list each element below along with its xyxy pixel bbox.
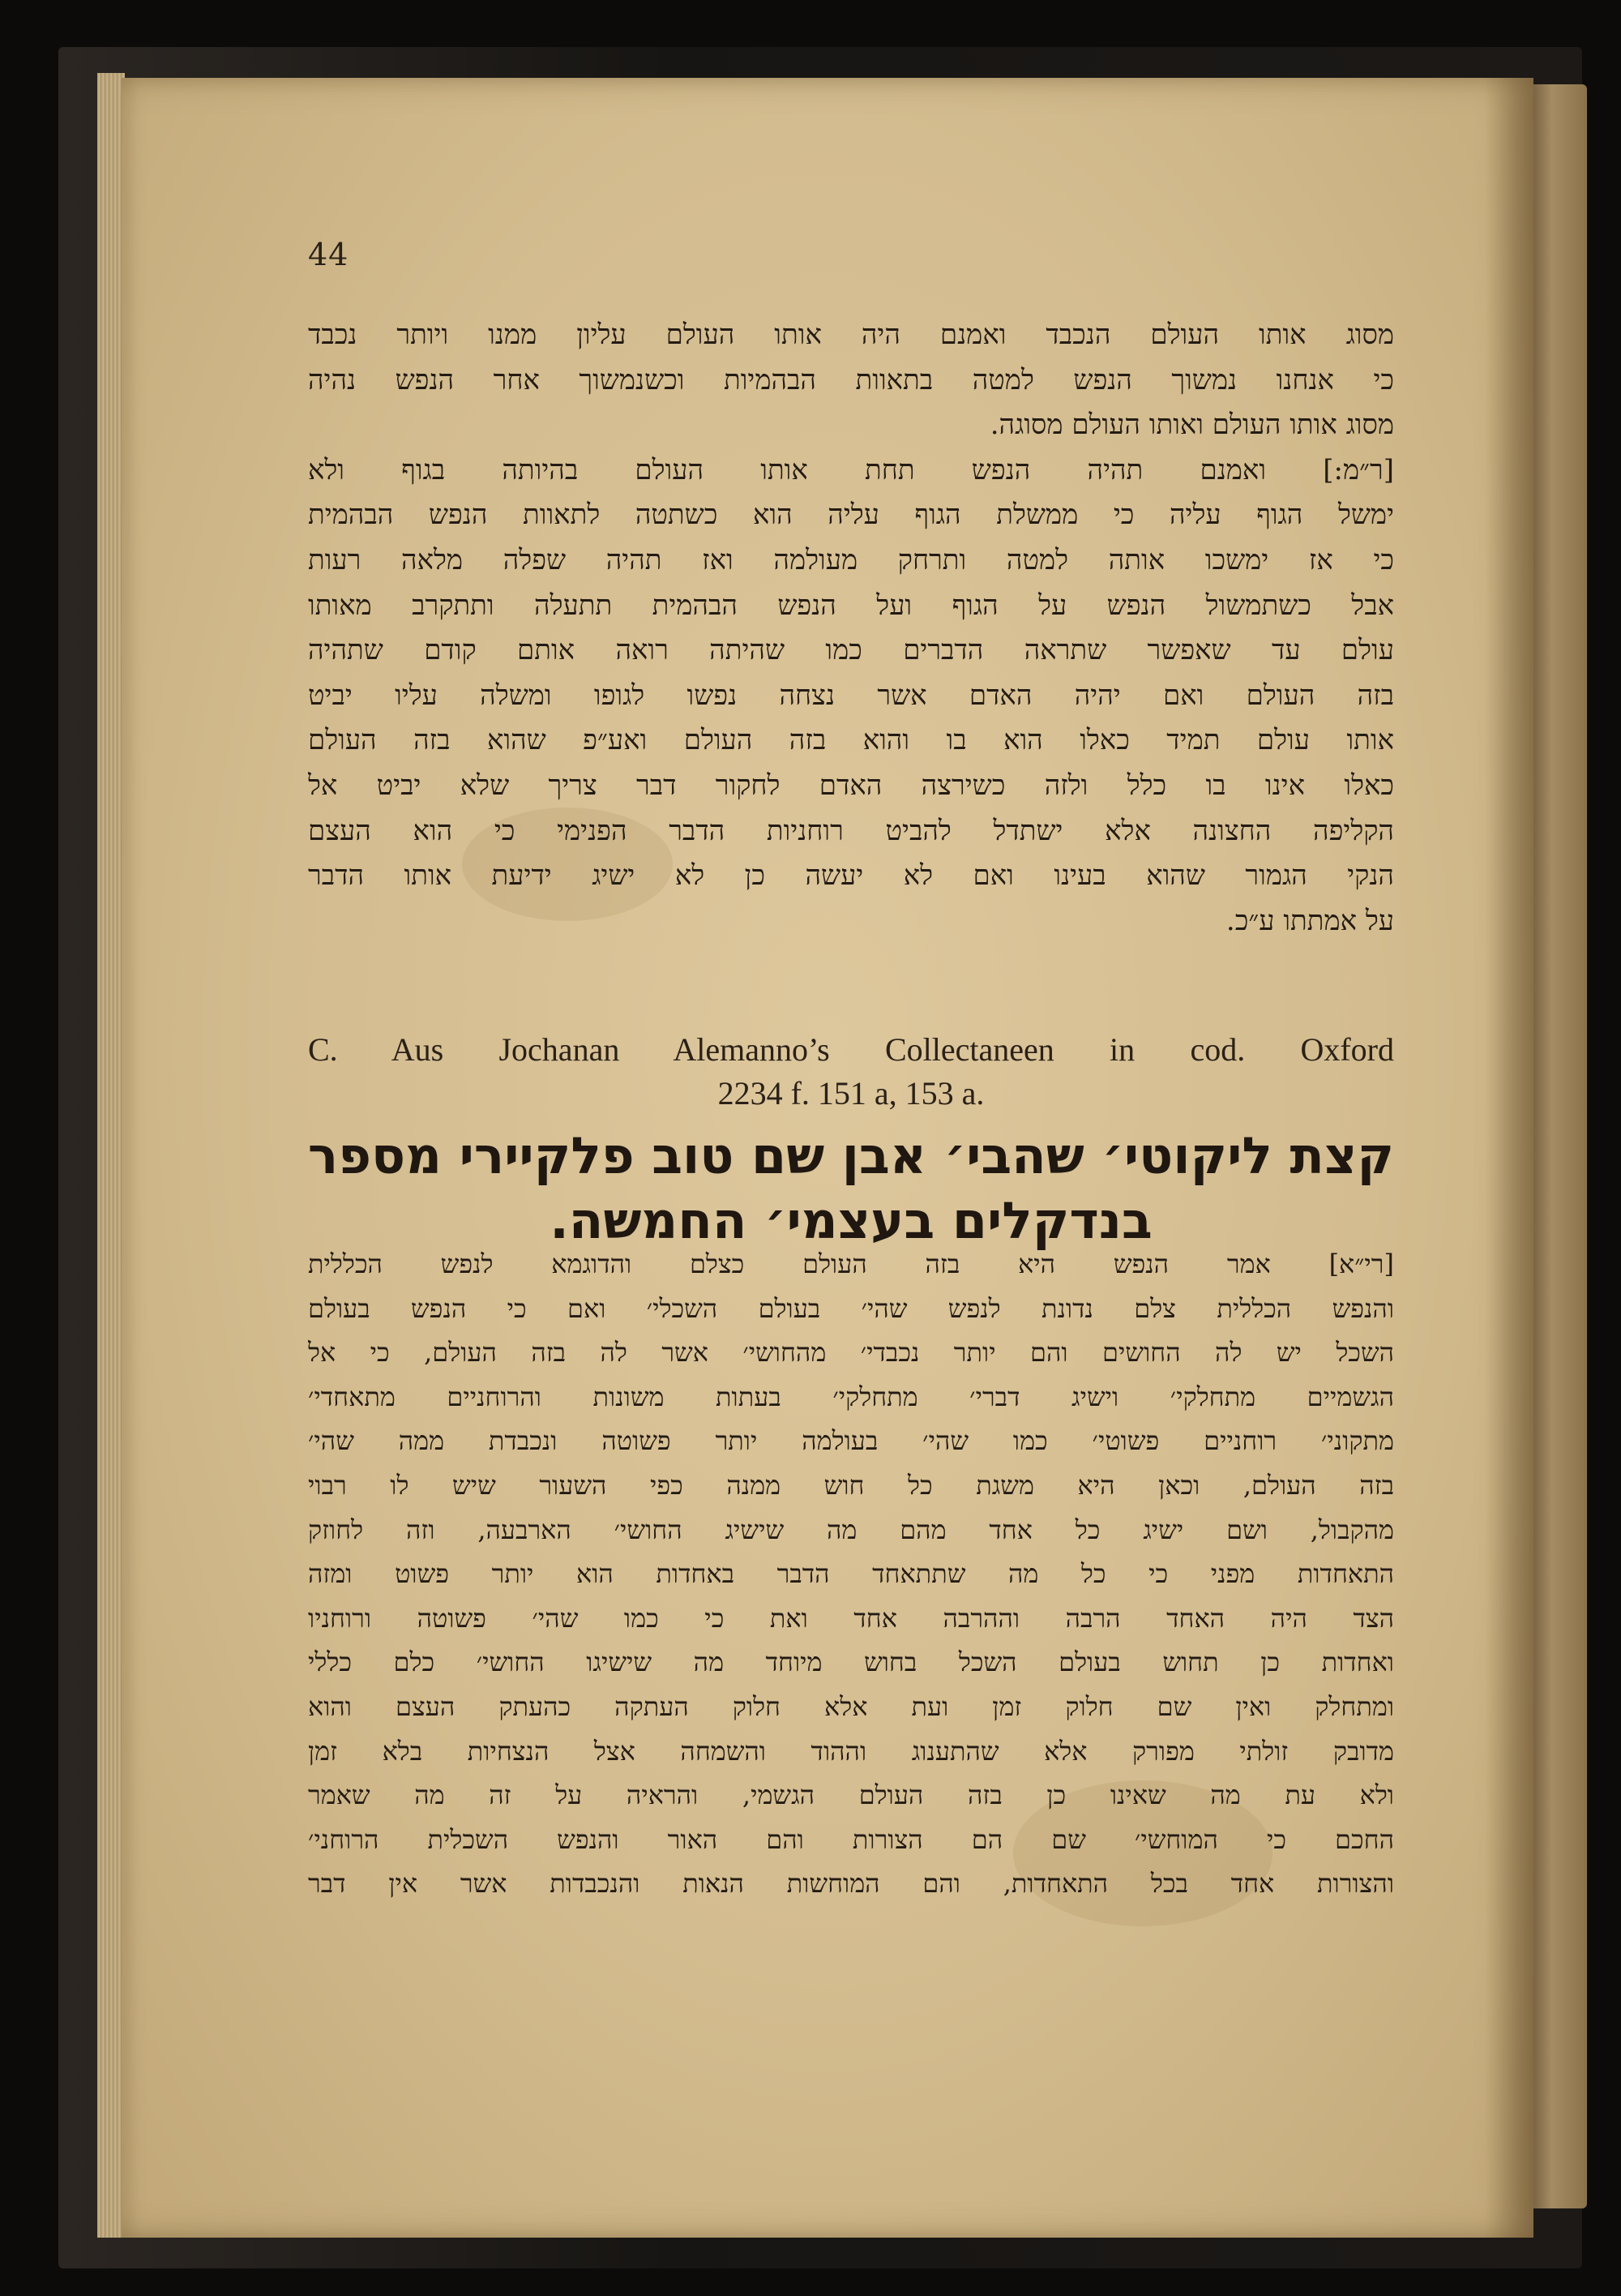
text-line: ואחדות כן תחוש בעולם השכל בחוש מיוחד מה שישיגו החושי׳ כלם כללי <box>308 1647 1394 1678</box>
hebrew-section-title <box>308 1124 1394 1253</box>
text-line: מתקוני׳ רוחניים פשוטי׳ כמו שהי׳ בעולמה יותר פשוטה ונכבדת ממה שהי׳ <box>308 1425 1394 1457</box>
text-line: הגשמיים מתחלקי׳ וישיג דברי׳ מתחלקי׳ בעתות משונות והרוחניים מתאחדי׳ <box>308 1381 1394 1412</box>
text-line: השכל יש לה החושים והם יותר נכבדי׳ מהחושי׳ אשר לה בזה העולם, כי אל <box>308 1337 1394 1369</box>
text-line: ומתחלק ואין שם חלוק זמן ועת אלא חלוק העתקה כהעתק העצם והוא <box>308 1690 1394 1722</box>
text-line: אבל כשתמשול הנפש על הגוף ועל הנפש הבהמית תתעלה ותתקרב מאותו <box>308 589 1394 622</box>
text-line: מדובק זולתי מפורק אלא שהתענוג וההוד והשמחה אצל הנצחיות בלא זמן <box>308 1735 1394 1767</box>
text-line: על אמתתו ע״כ. <box>1225 904 1394 937</box>
text-line: אותו עולם תמיד כאלו הוא בו והוא בזה העולם ואע״פ שהוא בזה העולם <box>308 724 1394 757</box>
heading-line-1: C. Aus Jochanan Alemanno’s Collectaneen in cod. Oxford <box>308 1031 1394 1068</box>
text-line: בזה העולם ואם יהיה האדם אשר נצחה נפשו לגופו ומשלה עליו יביט <box>308 679 1394 712</box>
text-line: הקליפה החצונה אלא ישתדל להביט רוחניות הדבר הפנימי כי הוא העצם <box>308 814 1394 847</box>
text-line: בזה העולם, וכאן היא משגת כל חוש ממנה כפי השעור שיש לו רבוי <box>308 1469 1394 1501</box>
section-heading-c <box>308 1028 1394 1116</box>
text-line: החכם כי המוחשי׳ שם הם הצורות והם האור והנפש השכלית הרוחני׳ <box>308 1823 1394 1855</box>
text-line: מסוג אותו העולם הנכבד ואמנם היה אותו העולם עליון ממנו ויותר נכבד <box>308 319 1394 351</box>
text-line: הנקי הגמור שהוא בעינו ואם לא יעשה כן לא ישיג ידיעת אותו הדבר <box>308 859 1394 893</box>
hebrew-text-block-1 <box>308 313 1394 944</box>
heading-line-2: 2234 f. 151 a, 153 a. <box>717 1075 985 1112</box>
text-line: מסוג אותו העולם ואותו העולם מסוגה. <box>990 409 1394 442</box>
text-line: התאחדות מפני כי כל מה שתתאחד הדבר באחדות הוא יותר פשוט ומזה <box>308 1558 1394 1590</box>
text-line: והצורות אחד בכל התאחדות, והם המוחשות הנאות והנכבדות אשר אין דבר <box>308 1868 1394 1900</box>
hebrew-text-block-2 <box>308 1242 1394 1906</box>
title-line-1: קצת ליקוטי׳ שהבי׳ אבן שם טוב פלקיירי מספר <box>307 1126 1394 1185</box>
text-line: עולם עד שאפשר שתראה הדברים כמו שהיתה רואה אותם קודם שתהיה <box>308 634 1394 667</box>
text-line: כי אז ימשכו אותה למטה ותרחק מעולמה ואז תהיה שפלה מלאה רעות <box>308 543 1394 576</box>
text-line: [רי״א] אמר הנפש היא בזה העולם כצלם והדוגמא לנפש הכללית <box>308 1249 1394 1279</box>
text-line: כי אנחנו נמשוך הנפש למטה בתאוות הבהמיות וכשנמשוך אחר הנפש נהיה <box>308 363 1394 396</box>
page-gutter-shadow <box>1485 78 1533 2238</box>
text-line: [ר״מ:] ואמנם תהיה הנפש תחת אותו העולם בהיותה בגוף ולא <box>308 453 1394 486</box>
text-line: ימשל הגוף עליה כי ממשלת הגוף עליה הוא כשתטה לתאוות הנפש הבהמית <box>308 499 1394 532</box>
page-edges-right <box>1529 84 1587 2208</box>
text-line: הצד היה האחד הרבה וההרבה אחד ואת כי כמו שהי׳ פשוטה ורוחניו <box>308 1602 1394 1634</box>
page-number: 44 <box>308 237 349 272</box>
text-line: והנפש הכללית צלם נדונת לנפש שהי׳ בעולם השכלי׳ ואם כי הנפש בעולם <box>308 1292 1394 1324</box>
title-line-2: בנדקלים בעצמי׳ החמשה. <box>550 1191 1153 1250</box>
page-edges-left <box>97 73 125 2238</box>
text-line: ולא עת מה שאינו כן בזה העולם הגשמי, והראיה על זה מה שאמר <box>308 1780 1394 1811</box>
text-line: כאלו אינו בו כלל ולזה כשירצה האדם לחקור דבר צריך שלא יביט אל <box>308 769 1394 802</box>
text-line: מהקבול, ושם ישיג כל אחד מהם מה שישיג החושי׳ הארבעה, וזה לחוזק <box>308 1514 1394 1545</box>
